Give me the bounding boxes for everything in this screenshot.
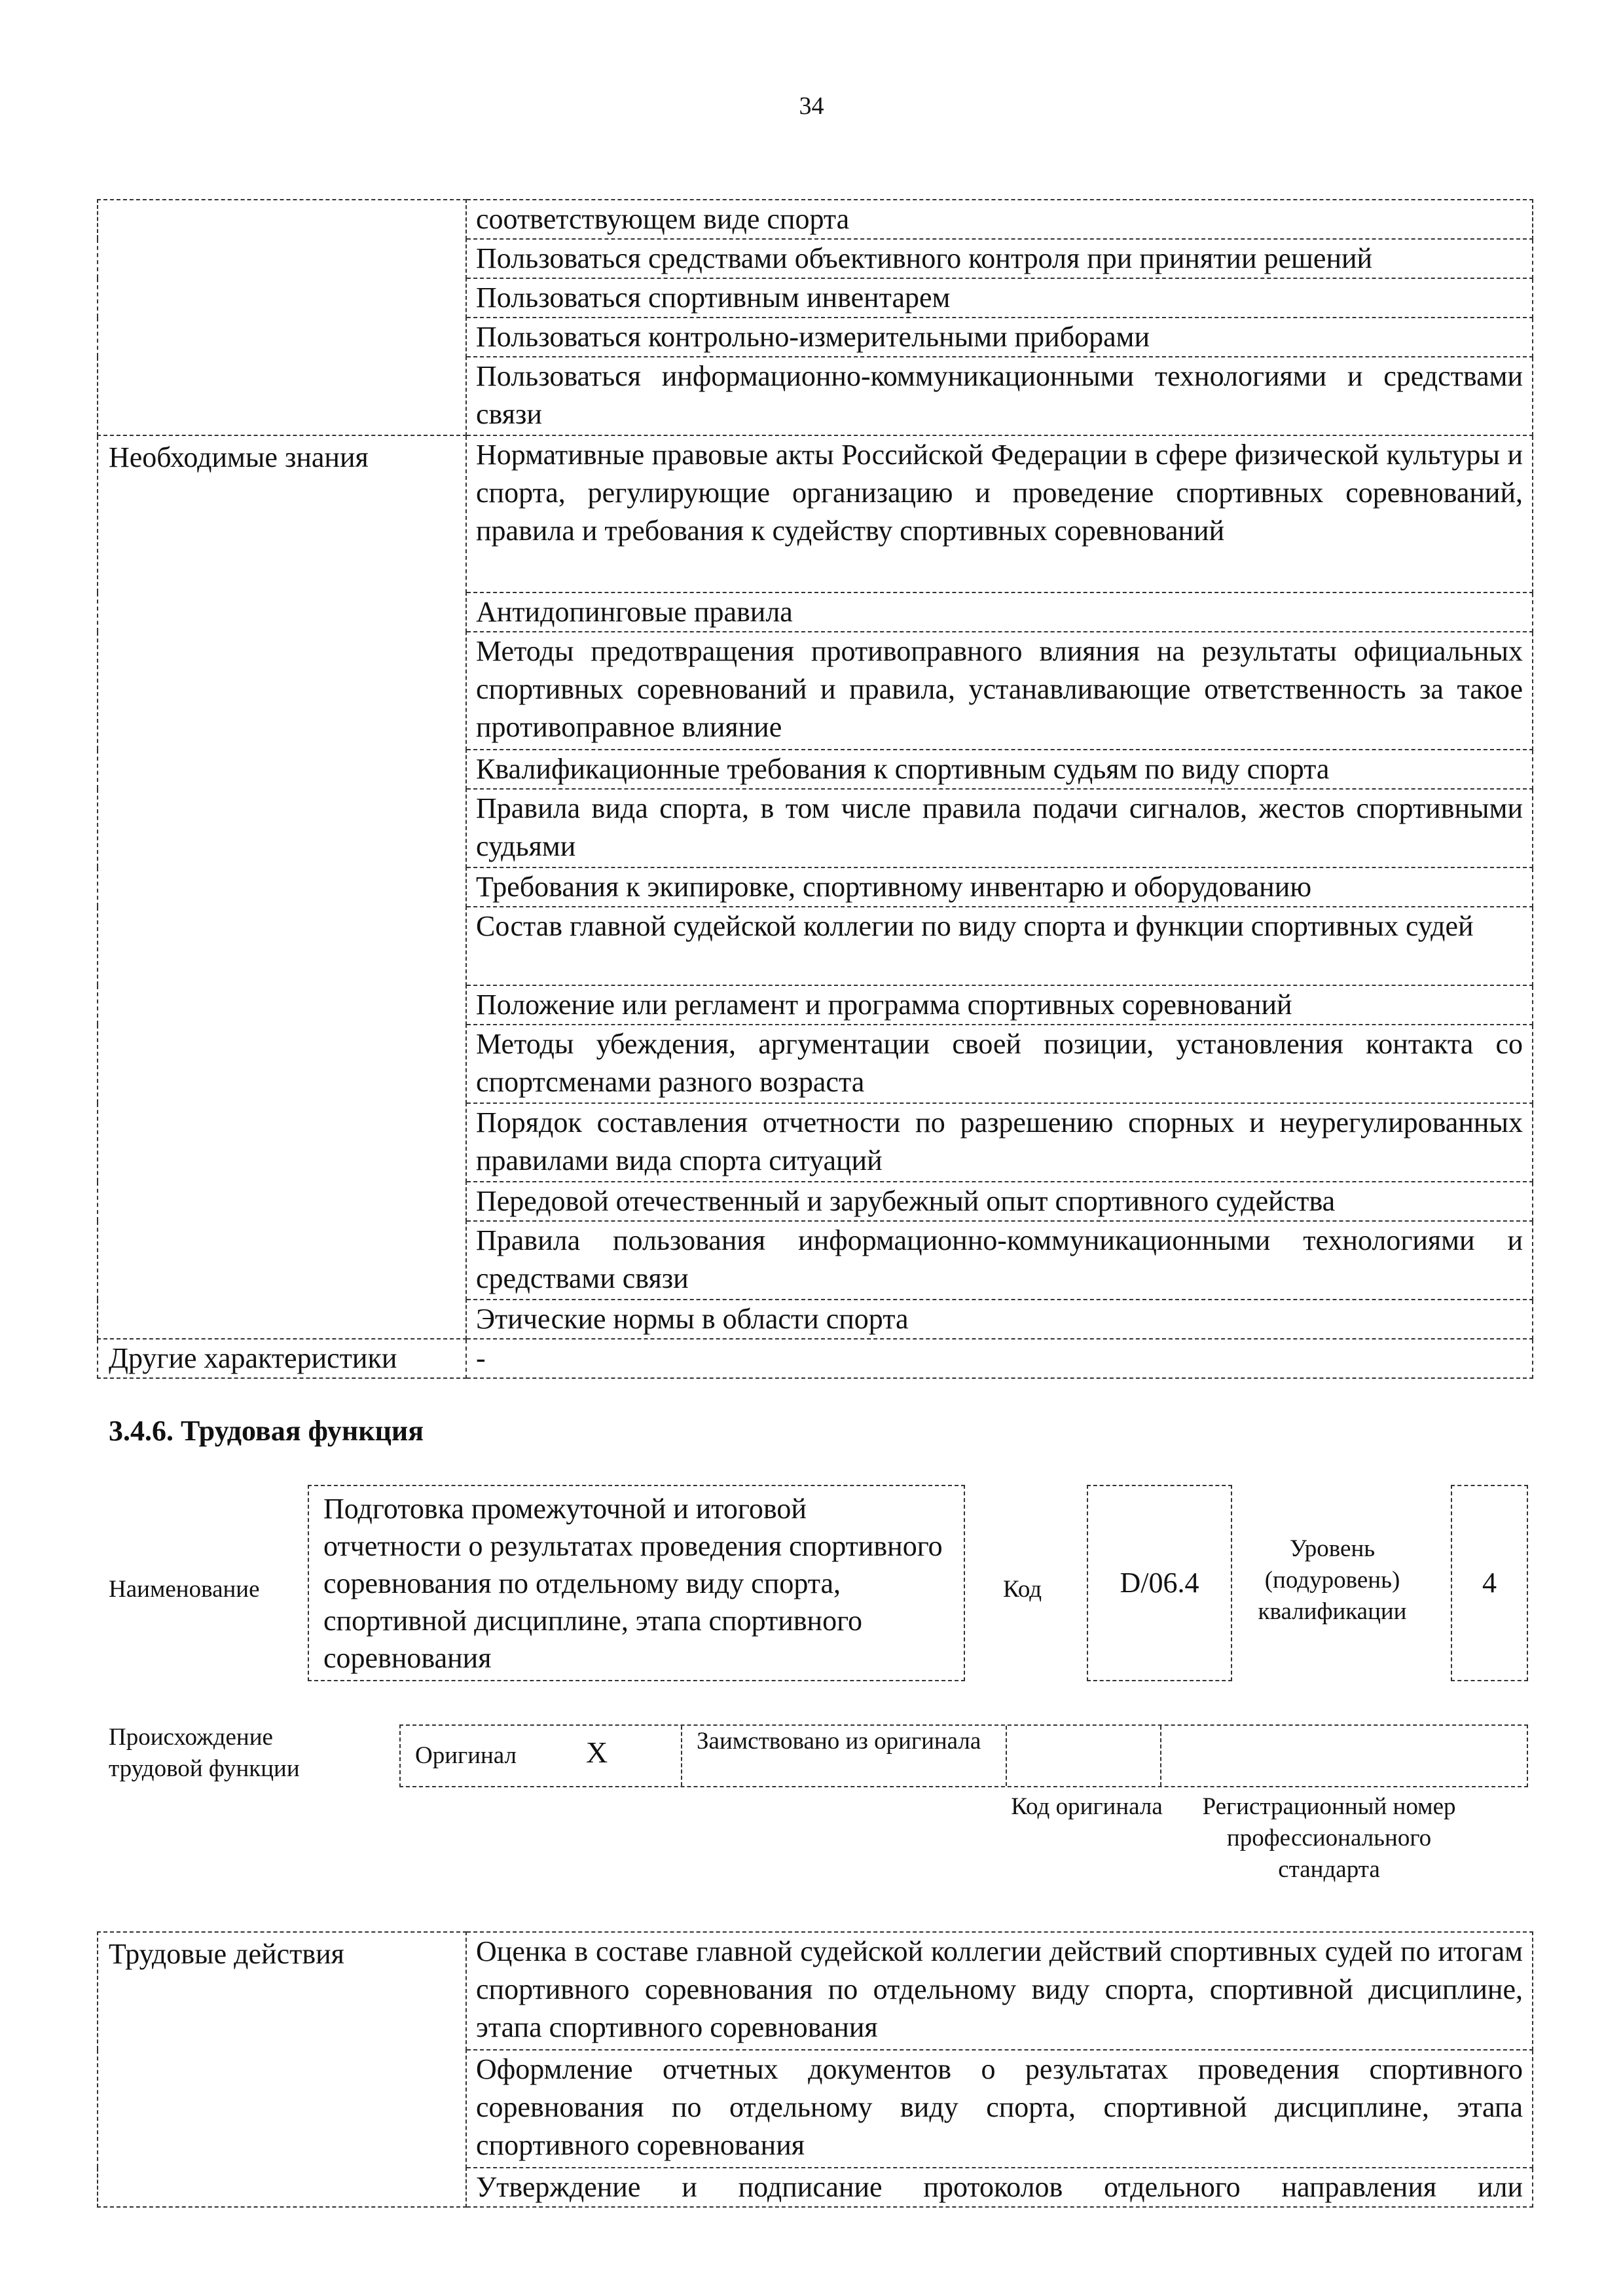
origin-mark: X	[586, 1736, 608, 1769]
knowledge-item: Нормативные правовые акты Российской Федерации в сфере физической культуры и спорта, регулирующие организацию и проведение спортивных соревнований, правила и требования к судейству спортивных соревнований	[466, 435, 1533, 592]
skills-item: Пользоваться спортивным инвентарем	[466, 278, 1533, 318]
code-value: D/06.4	[1120, 1567, 1199, 1599]
origin-code-cell	[1007, 1726, 1161, 1786]
knowledge-item: Антидопинговые правила	[466, 592, 1533, 632]
origin-reg-cell	[1161, 1726, 1528, 1786]
knowledge-item: Этические нормы в области спорта	[466, 1300, 1533, 1339]
other-label: Другие характеристики	[98, 1339, 466, 1378]
actions-table	[97, 1931, 1533, 2208]
origin-borrowed-cell	[682, 1726, 1007, 1786]
function-name-box	[308, 1485, 965, 1681]
skills-item: Пользоваться контрольно-измерительными приборами	[466, 318, 1533, 357]
knowledge-table	[97, 199, 1533, 1379]
action-item: Утверждение и подписание протоколов отдельного направления или	[466, 2168, 1533, 2207]
origin-table	[399, 1724, 1528, 1787]
origin-borrowed-label: Заимствовано из оригинала	[697, 1728, 981, 1755]
function-name: Подготовка промежуточной и итоговой отчетности о результатах проведения спортивного соревнования по отдельному виду спорта, спортивной дисциплине, этапа спортивного соревнования	[323, 1493, 943, 1674]
page-number: 34	[799, 92, 824, 120]
knowledge-item: Положение или регламент и программа спортивных соревнований	[466, 985, 1533, 1025]
origin-original-cell	[401, 1726, 682, 1786]
actions-label: Трудовые действия	[98, 1932, 466, 2207]
action-item: Оформление отчетных документов о результатах проведения спортивного соревнования по отдельному виду спорта, спортивной дисциплине, этапа спортивного соревнования	[466, 2050, 1533, 2168]
origin-label: Происхождение трудовой функции	[109, 1724, 300, 1782]
skills-item: Пользоваться информационно-коммуникационными технологиями и средствами связи	[466, 357, 1533, 435]
knowledge-item: Методы предотвращения противоправного влияния на результаты официальных спортивных соревнований и правила, устанавливающие ответственность за такое противоправное влияние	[466, 632, 1533, 750]
level-value: 4	[1482, 1567, 1497, 1599]
knowledge-item: Правила пользования информационно-коммуникационными технологиями и средствами связи	[466, 1221, 1533, 1300]
knowledge-item: Квалификационные требования к спортивным судьям по виду спорта	[466, 750, 1533, 789]
knowledge-label: Необходимые знания	[98, 435, 466, 1339]
origin-reg-caption: Регистрационный номер профессионального стандарта	[1202, 1793, 1456, 1883]
origin-code-caption: Код оригинала	[1011, 1793, 1163, 1820]
section-heading: 3.4.6. Трудовая функция	[109, 1415, 424, 1447]
code-label: Код	[1003, 1576, 1042, 1603]
knowledge-item: Состав главной судейской коллегии по виду спорта и функции спортивных судей	[466, 907, 1533, 985]
other-value: -	[466, 1339, 1533, 1378]
knowledge-item: Порядок составления отчетности по разрешению спорных и неурегулированных правилами вида спорта ситуаций	[466, 1103, 1533, 1182]
name-label: Наименование	[109, 1576, 260, 1603]
action-item: Оценка в составе главной судейской коллегии действий спортивных судей по итогам спортивного соревнования по отдельному виду спорта, спортивной дисциплине, этапа спортивного соревнования	[466, 1932, 1533, 2050]
level-label: Уровень (подуровень) квалификации	[1258, 1535, 1407, 1625]
skills-item: соответствующем виде спорта	[466, 200, 1533, 239]
knowledge-item: Передовой отечественный и зарубежный опыт спортивного судейства	[466, 1182, 1533, 1221]
skills-item: Пользоваться средствами объективного контроля при принятии решений	[466, 239, 1533, 278]
knowledge-item: Правила вида спорта, в том числе правила подачи сигналов, жестов спортивными судьями	[466, 789, 1533, 867]
knowledge-item: Требования к экипировке, спортивному инвентарю и оборудованию	[466, 867, 1533, 907]
skills-label-cell	[98, 200, 466, 435]
knowledge-item: Методы убеждения, аргументации своей позиции, установления контакта со спортсменами разного возраста	[466, 1025, 1533, 1103]
level-box	[1451, 1485, 1528, 1681]
origin-original-label: Оригинал	[415, 1742, 517, 1769]
code-box	[1087, 1485, 1232, 1681]
